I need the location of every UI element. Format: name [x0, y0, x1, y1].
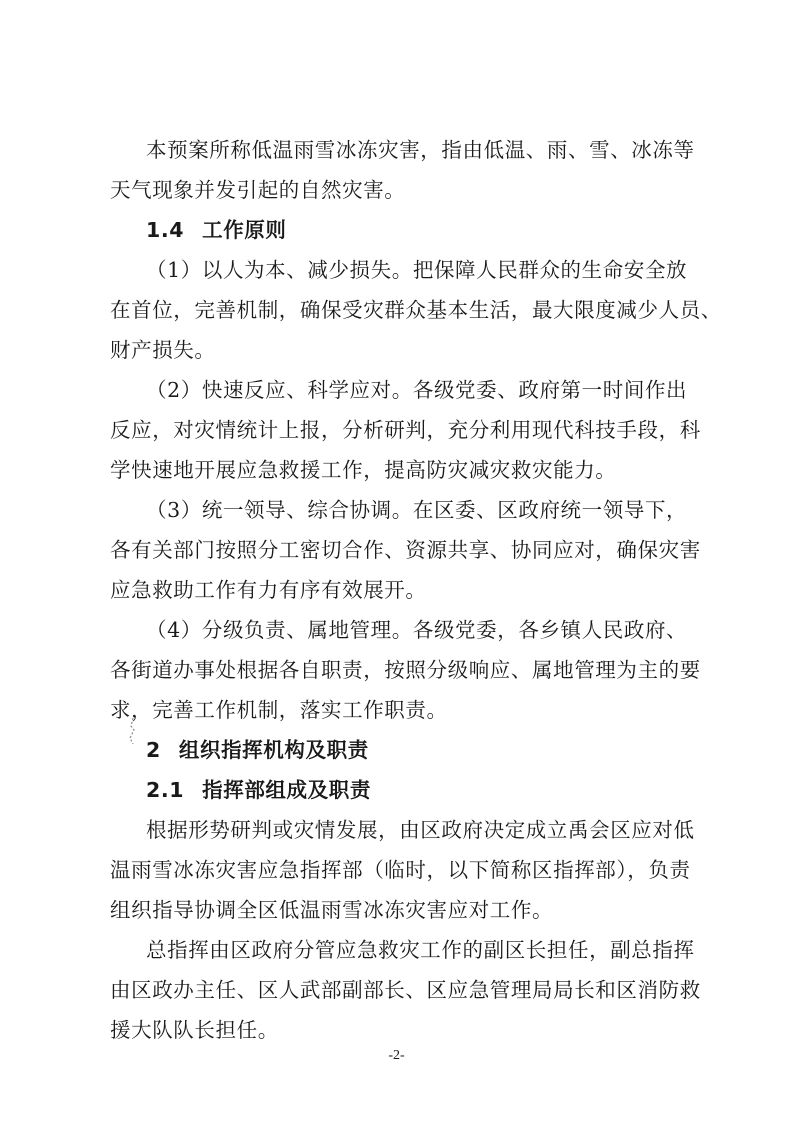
paragraph-line: 学快速地开展应急救援工作，提高防灾减灾救灾能力。 [110, 458, 617, 482]
paragraph-line: 各有关部门按照分工密切合作、资源共享、协同应对，确保灾害 [110, 538, 701, 562]
paragraph-line: 温雨雪冰冻灾害应急指挥部（临时，以下简称区指挥部），负责 [110, 858, 691, 882]
paragraph-line: 在首位，完善机制，确保受灾群众基本生活，最大限度减少人员、 [110, 298, 722, 322]
paragraph-line: 财产损失。 [110, 338, 216, 362]
paragraph-line: 应急救助工作有力有序有效展开。 [110, 578, 427, 602]
section-heading-2-1 [146, 776, 371, 804]
paragraph-line: 天气现象并发引起的自然灾害。 [110, 178, 406, 202]
section-title: 工作原则 [202, 218, 287, 242]
paragraph-line: 各街道办事处根据各自职责，按照分级响应、属地管理为主的要 [110, 658, 701, 682]
scan-mark [128, 716, 138, 746]
section-number: 2 [146, 738, 161, 762]
section-heading-1-4 [146, 216, 287, 244]
paragraph-line: 总指挥由区政府分管应急救灾工作的副区长担任，副总指挥 [146, 938, 695, 962]
section-number: 1.4 [146, 218, 185, 242]
paragraph-line: 根据形势研判或灾情发展，由区政府决定成立禹会区应对低 [146, 818, 695, 842]
paragraph-line: 援大队队长担任。 [110, 1018, 279, 1042]
page-number: -2- [388, 1048, 405, 1063]
paragraph-line: 组织指导协调全区低温雨雪冰冻灾害应对工作。 [110, 898, 554, 922]
paragraph-line: （1）以人为本、减少损失。把保障人民群众的生命安全放 [146, 258, 688, 282]
section-title: 指挥部组成及职责 [202, 778, 371, 802]
paragraph-line: 由区政办主任、区人武部副部长、区应急管理局局长和区消防救 [110, 978, 701, 1002]
paragraph-line: 本预案所称低温雨雪冰冻灾害，指由低温、雨、雪、冰冻等 [146, 138, 695, 162]
paragraph-line: 求，完善工作机制，落实工作职责。 [110, 698, 448, 722]
section-number: 2.1 [146, 778, 185, 802]
paragraph-line: （3）统一领导、综合协调。在区委、区政府统一领导下， [146, 498, 688, 522]
paragraph-line: （4）分级负责、属地管理。各级党委，各乡镇人民政府、 [146, 618, 688, 642]
section-heading-2 [146, 736, 369, 764]
paragraph-line: 反应，对灾情统计上报，分析研判，充分利用现代科技手段，科 [110, 418, 701, 442]
section-title: 组织指挥机构及职责 [178, 738, 369, 762]
paragraph-line: （2）快速反应、科学应对。各级党委、政府第一时间作出 [146, 378, 688, 402]
